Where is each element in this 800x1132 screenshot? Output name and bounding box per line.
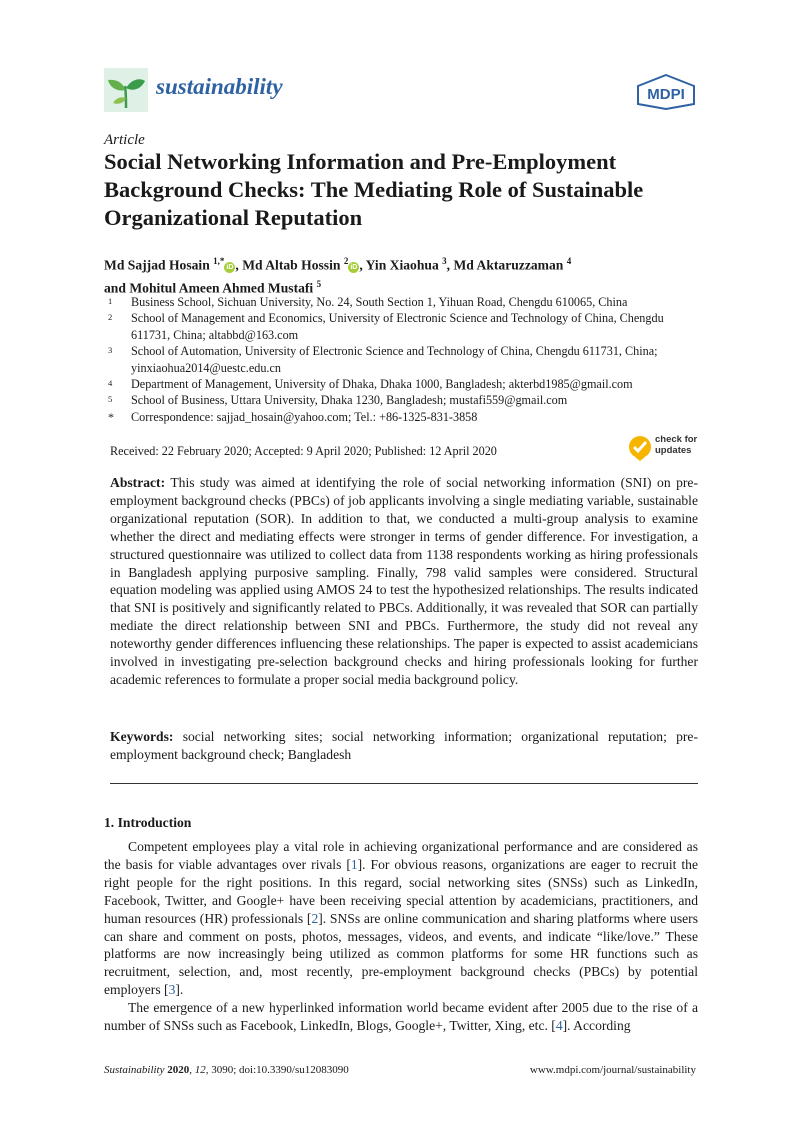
check-for-updates-label: check for updates <box>655 434 698 456</box>
author-affil-mark: 2 <box>343 256 349 266</box>
citation-link[interactable]: 3 <box>168 982 176 998</box>
journal-url[interactable]: www.mdpi.com/journal/sustainability <box>529 1064 696 1076</box>
author-list <box>104 252 704 297</box>
citation-link[interactable]: 1 <box>350 856 358 872</box>
affiliation-item: 5 School of Business, Uttara University, Dhaka 1230, Bangladesh; mustafi559@gmail.com <box>108 393 568 408</box>
citation-link[interactable]: 4 <box>555 1018 563 1034</box>
correspondence: * Correspondence: sajjad_hosain@yahoo.com; Tel.: +86-1325-831-3858 <box>108 409 478 424</box>
keywords-label: Keywords: <box>110 729 174 744</box>
author-sep: , <box>446 257 454 273</box>
author-affil-mark: 5 <box>316 278 322 289</box>
orcid-icon[interactable]: iD <box>350 263 358 271</box>
author-sep: , <box>235 257 243 273</box>
mdpi-logo <box>636 74 696 110</box>
keywords-text: social networking sites; social networking information; organizational reputation; pre-employment background check; Bangladesh <box>110 729 698 762</box>
journal-name: sustainability <box>156 74 283 99</box>
affiliation-item: 2 School of Management and Economics, University of Electronic Science and Technology of China, Chengdu 611731, China; altabbd@163.com <box>108 311 664 342</box>
abstract-text: This study was aimed at identifying the role of social networking information (SNI) on pre-employment background checks (PBCs) of job applicants involving a single mediating variable, sustainable organizational reputation (SOR). In addition to that, we conducted a multi-group analysis to examine whether the direct and mediating effects were stronger in terms of gender difference. For investigation, a structured questionnaire was utilized to collect data from 1138 respondents working as hiring professionals in Bangladesh applying purposive sampling. Finally, 798 valid samples were considered. Structural equation modeling was applied using AMOS 24 to test the hypothesized relationships. The results indicated that SNI is positively and significantly related to PBCs. Additionally, it was revealed that SOR can partially mediate the direct relationship between SNI and PBCs. Furthermore, the study did not reveal any noteworthy gender differences influencing these relationships. The paper is expected to assist academicians involved in investigating pre-selection background checks and hiring professionals looking for further academic references to formulate a proper social media background policy. <box>110 475 698 687</box>
author-name: Md Altab Hossin <box>242 257 341 273</box>
citation-footer: Sustainability 2020, 12, 3090; doi:10.3390/su12083090 <box>104 1064 349 1076</box>
plant-sprout-icon <box>104 68 148 112</box>
check-for-updates-icon <box>627 434 653 462</box>
affiliation-list <box>104 294 704 425</box>
article-title: Social Networking Information and Pre-Employment Background Checks: The Mediating Role of Sustainable Organizational Reputation <box>104 149 644 230</box>
author-sep: , <box>359 257 366 273</box>
author-name: Yin Xiaohua <box>365 257 439 273</box>
citation-link[interactable]: 2 <box>311 910 319 926</box>
affiliation-item: 3 School of Automation, University of Electronic Science and Technology of China, Chengdu 611731, China; yinxiaohua2014@uestc.edu.cn <box>108 344 658 375</box>
mdpi-logo-text: MDPI <box>647 86 685 103</box>
body-paragraph: Competent employees play a vital role in achieving organizational performance and are considered as the basis for viable advantages over rivals [1]. For obvious reasons, organizations are eager to recruit the right people for the right positions. In this regard, social networking sites (SNSs) such as LinkedIn, Facebook, Twitter, and Google+ have been receiving special attention by academicians, practitioners, and human resources (HR) professionals [2]. SNSs are online communication and sharing platforms where users can share and comment on posts, photos, messages, videos, and events, and indicate “like/love.” These platforms are now increasingly being utilized as common platforms for some HR functions such as recruitment, selection, and, most recently, pre-employment background checks (PBCs) by potential employers [3]. <box>104 839 698 998</box>
author-name: Md Aktaruzzaman <box>453 257 564 273</box>
section-body <box>104 838 698 1035</box>
author-affil-mark: 4 <box>566 256 572 266</box>
publication-dates: Received: 22 February 2020; Accepted: 9 April 2020; Published: 12 April 2020 <box>110 444 497 458</box>
check-for-updates-button[interactable] <box>627 434 707 464</box>
author-name: Md Sajjad Hosain <box>104 257 210 273</box>
author-name: and Mohitul Ameen Ahmed Mustafi <box>104 280 314 296</box>
author-affil-mark: 3 <box>442 256 447 266</box>
abstract-label: Abstract: <box>110 475 166 490</box>
affiliation-item: 1 Business School, Sichuan University, No. 24, South Section 1, Yihuan Road, Chengdu 610065, China <box>108 295 628 309</box>
abstract <box>110 474 698 689</box>
section-divider <box>110 783 698 784</box>
body-paragraph: The emergence of a new hyperlinked information world became evident after 2005 due to the rise of a number of SNSs such as Facebook, LinkedIn, Blogs, Google+, Twitter, Xing, etc. [4]. According <box>104 1000 698 1034</box>
affiliation-item: 4 Department of Management, University of Dhaka, Dhaka 1000, Bangladesh; akterbd1985@gmail.com <box>108 377 633 392</box>
author-affil-mark: 1,* <box>213 256 225 266</box>
section-heading: 1. Introduction <box>104 815 192 830</box>
article-type: Article <box>104 132 145 148</box>
keywords <box>110 728 698 764</box>
orcid-icon[interactable]: iD <box>226 263 234 271</box>
